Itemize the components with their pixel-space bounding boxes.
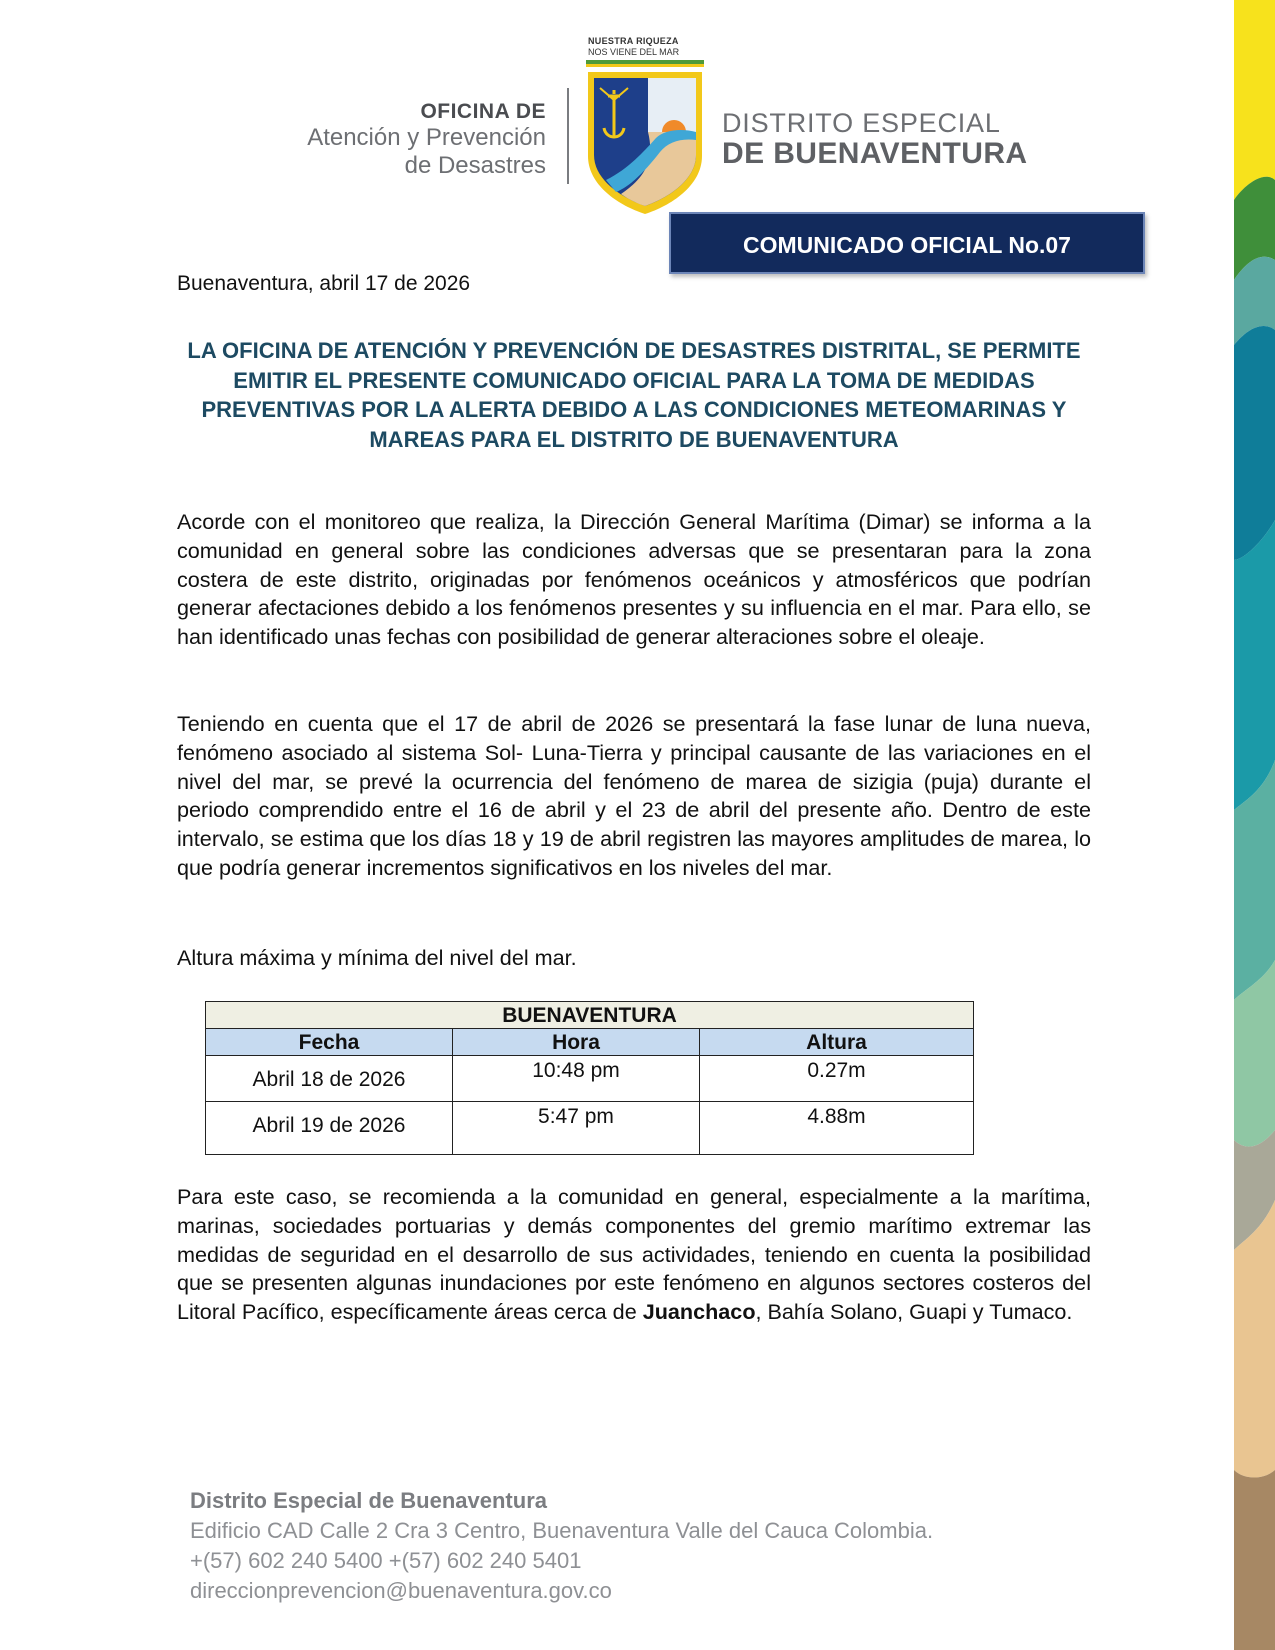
footer-address: Edificio CAD Calle 2 Cra 3 Centro, Buenaventura Valle del Cauca Colombia.	[190, 1518, 934, 1543]
cell-altura: 4.88m	[807, 1105, 866, 1128]
motto-line2: NOS VIENE DEL MAR	[588, 47, 680, 57]
recommendation-text-end: , Bahía Solano, Guapi y Tumaco.	[755, 1299, 1073, 1325]
footer-entity: Distrito Especial de Buenaventura	[190, 1488, 547, 1513]
document-date: Buenaventura, abril 17 de 2026	[177, 272, 471, 295]
paragraph-table-intro: Altura máxima y mínima del nivel del mar.	[177, 945, 577, 970]
communique-number-box: COMUNICADO OFICIAL No.07	[669, 212, 1145, 274]
cell-fecha: Abril 18 de 2026	[206, 1056, 453, 1101]
cell-hora: 5:47 pm	[453, 1102, 700, 1154]
header-fecha: Fecha	[206, 1029, 453, 1055]
cell-fecha: Abril 19 de 2026	[206, 1102, 453, 1154]
table-row	[206, 1056, 973, 1101]
header-hora: Hora	[453, 1029, 700, 1055]
district-logo-line1: DISTRITO ESPECIAL	[722, 108, 1001, 138]
office-logo	[270, 100, 546, 180]
cell-hora: 10:48 pm	[453, 1056, 700, 1101]
office-logo-line1: OFICINA DE	[420, 100, 546, 123]
office-logo-line3: de Desastres	[404, 152, 546, 179]
paragraph-monitoring: Acorde con el monitoreo que realiza, la Dirección General Marítima (Dimar) se informa a la comunidad en general sobre las condiciones adversas que se presentaran para la zona costera de este distrito, originadas por fenómenos oceánicos y atmosféricos que podrían generar afectaciones debido a los fenómenos presentes y su influencia en el mar. Para ello, se han identificado unas fechas con posibilidad de generar alteraciones sobre el oleaje.	[177, 509, 1091, 650]
shield-motto	[588, 36, 706, 58]
tide-table-title: BUENAVENTURA	[206, 1002, 973, 1029]
tide-table-header	[206, 1029, 973, 1056]
footer-email: direccionprevencion@buenaventura.gov.co	[190, 1578, 612, 1603]
footer-contact	[190, 1486, 933, 1606]
district-shield-emblem	[586, 60, 704, 216]
paragraph-lunar-phase: Teniendo en cuenta que el 17 de abril de 2026 se presentará la fase lunar de luna nueva, fenómeno asociado al sistema Sol- Luna-Tierra y principal causante de las variaciones en el nivel del mar, se prevé la ocurrencia del fenómeno de marea de sizigia (puja) durante el periodo comprendido entre el 16 de abril y el 23 de abril del presente año. Dentro de este intervalo, se estima que los días 18 y 19 de abril registren las mayores amplitudes de marea, lo que podría generar incrementos significativos en los niveles del mar.	[177, 711, 1091, 880]
motto-line1: NUESTRA RIQUEZA	[588, 36, 679, 46]
tide-table	[205, 1001, 974, 1155]
table-row	[206, 1101, 973, 1154]
header-altura: Altura	[806, 1031, 867, 1054]
logo-divider	[567, 88, 569, 184]
recommendation-text: Para este caso, se recomienda a la comunidad en general, especialmente a la marítima, marinas, sociedades portuarias y demás componentes del gremio marítimo extremar las medidas de seguridad en el desarrollo de sus actividades, teniendo en cuenta la posibilidad que se presenten algunas inundaciones por este fenómeno en algunos sectores costeros del Litoral Pacífico, específicamente áreas cerca de	[177, 1184, 1091, 1325]
paragraph-recommendation	[177, 1183, 1091, 1327]
footer-phones: +(57) 602 240 5400 +(57) 602 240 5401	[190, 1548, 582, 1573]
district-logo-line2: DE BUENAVENTURA	[722, 137, 1028, 170]
recommendation-highlight: Juanchaco	[642, 1299, 756, 1325]
district-logo	[722, 108, 1027, 170]
office-logo-line2: Atención y Prevención	[307, 124, 546, 151]
cell-altura: 0.27m	[807, 1059, 866, 1082]
document-heading: LA OFICINA DE ATENCIÓN Y PREVENCIÓN DE DESASTRES DISTRITAL, SE PERMITE EMITIR EL PRESENTE COMUNICADO OFICIAL PARA LA TOMA DE MEDIDAS PREVENTIVAS POR LA ALERTA DEBIDO A LAS CONDICIONES METEOMARINAS Y MAREAS PARA EL DISTRITO DE BUENAVENTURA	[187, 338, 1081, 452]
decorative-side-stripe	[1234, 0, 1275, 1650]
